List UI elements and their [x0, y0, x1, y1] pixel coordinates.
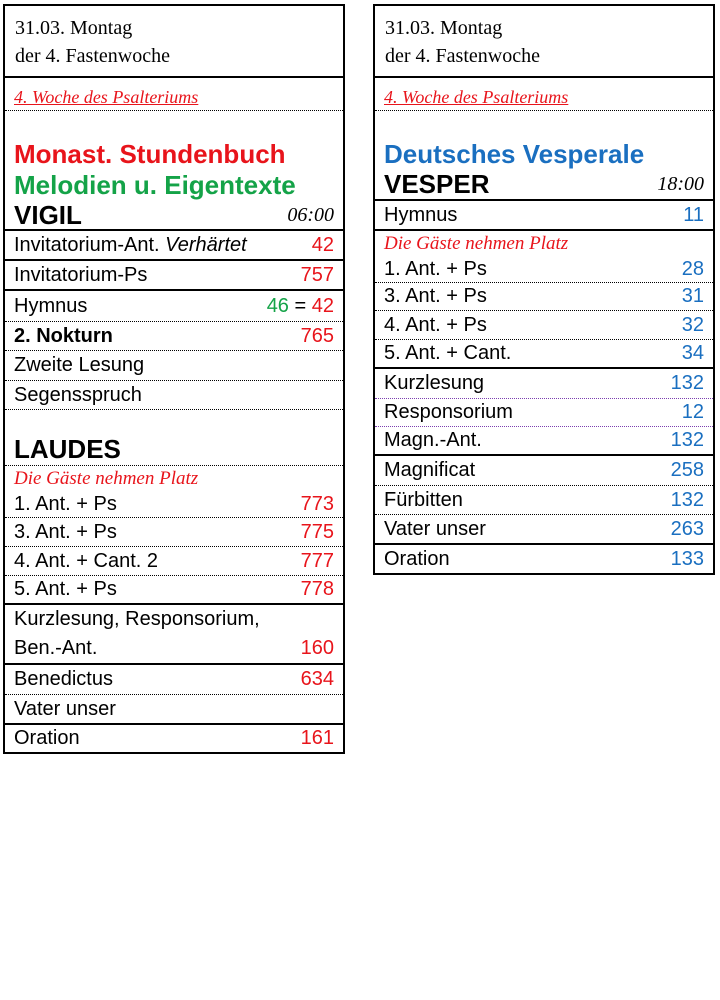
page-number-alt: 46 [266, 294, 289, 317]
list-item [375, 311, 713, 340]
list-item [375, 427, 713, 456]
item-label: 5. Ant. + Cant. [384, 342, 512, 364]
list-item [5, 351, 343, 381]
item-label: Vater unser [14, 697, 116, 720]
list-item [5, 231, 343, 261]
list-item [375, 545, 713, 575]
item-label: 5. Ant. + Ps [14, 578, 117, 600]
list-item [5, 381, 343, 410]
page-number: 263 [670, 517, 704, 540]
page-number: 11 [683, 203, 704, 226]
item-label: Magn.-Ant. [384, 429, 482, 451]
book-subtitle-label: Melodien u. Eigentexte [14, 169, 296, 200]
item-label: Oration [384, 547, 450, 570]
list-item [5, 291, 343, 322]
right-column [373, 4, 715, 575]
date-box [5, 4, 343, 78]
item-label: Invitatorium-Ps [14, 263, 148, 286]
list-item [5, 492, 343, 518]
week-line: der 4. Fastenwoche [385, 45, 540, 67]
item-label: 4. Ant. + Cant. 2 [14, 549, 158, 572]
item-label: 3. Ant. + Ps [384, 285, 487, 307]
list-item [5, 322, 343, 351]
item-label: Magnificat [384, 459, 476, 481]
list-item [375, 283, 713, 311]
vigil-heading [5, 201, 343, 231]
page-number: 160 [300, 637, 334, 659]
item-label: 1. Ant. + Ps [384, 258, 487, 280]
week-line: der 4. Fastenwoche [15, 45, 170, 67]
item-label: Hymnus [384, 203, 458, 226]
list-item [375, 369, 713, 399]
list-item [5, 725, 343, 754]
guests-note-label: Die Gäste nehmen Platz [384, 233, 569, 254]
page-number: 132 [670, 429, 704, 451]
page-number: 634 [300, 668, 334, 690]
item-label: Segensspruch [14, 383, 142, 406]
page-number: 12 [681, 401, 704, 423]
item-label-line: Kurzlesung, Responsorium, [14, 608, 260, 630]
item-label: Fürbitten [384, 488, 463, 511]
item-label: 2. Nokturn [14, 324, 113, 347]
item-label: Zweite Lesung [14, 354, 145, 376]
vesper-heading [375, 169, 713, 201]
list-item [375, 340, 713, 369]
list-item [375, 399, 713, 427]
list-item [5, 605, 343, 665]
list-item [5, 665, 343, 695]
item-note: Verhärtet [165, 233, 247, 256]
page-number: 161 [300, 727, 334, 749]
psalter-week [5, 78, 343, 111]
list-item [5, 576, 343, 605]
date-box [375, 4, 713, 78]
list-item [375, 486, 713, 515]
list-item [5, 518, 343, 547]
guests-note [5, 466, 343, 492]
page-number: 28 [681, 258, 704, 280]
item-label: Oration [14, 727, 80, 749]
page-number: 133 [670, 547, 704, 570]
laudes-label: LAUDES [14, 434, 121, 464]
date-line: 31.03. Montag [385, 17, 503, 39]
list-item [5, 261, 343, 291]
page-number: 42 [311, 233, 334, 256]
page-number: 31 [681, 285, 704, 307]
page-number: 34 [681, 342, 704, 364]
list-item [375, 257, 713, 283]
page-number: 773 [300, 493, 334, 515]
item-label: Benedictus [14, 668, 113, 690]
vigil-label: VIGIL [14, 199, 82, 230]
page-number: 132 [670, 488, 704, 511]
page-number: 765 [300, 324, 334, 347]
item-label: Kurzlesung [384, 372, 485, 394]
page-number: 778 [300, 578, 334, 600]
list-item [375, 456, 713, 486]
list-item [375, 201, 713, 231]
laudes-heading [5, 434, 343, 466]
page-number: 32 [681, 313, 704, 336]
psalter-week [375, 78, 713, 111]
item-label: Ben.-Ant. [14, 637, 98, 659]
item-label: 1. Ant. + Ps [14, 493, 117, 515]
psalter-week-label: 4. Woche des Psalteriums [14, 86, 199, 107]
item-label: Hymnus [14, 294, 88, 317]
list-item [375, 515, 713, 545]
page-number: 132 [670, 372, 704, 394]
item-label: 3. Ant. + Ps [14, 520, 117, 543]
guests-note-label: Die Gäste nehmen Platz [14, 468, 199, 489]
item-label: 4. Ant. + Ps [384, 313, 487, 336]
list-item [5, 547, 343, 576]
vesper-label: VESPER [384, 168, 490, 199]
book-title [5, 139, 343, 169]
item-label: Invitatorium-Ant. [14, 233, 160, 256]
item-label: Vater unser [384, 517, 486, 540]
vesper-time: 18:00 [657, 172, 704, 195]
book-title-label: Monast. Stundenbuch [14, 138, 286, 169]
book-title [375, 139, 713, 169]
page-number: 42 [311, 294, 334, 317]
page-number: 777 [300, 549, 334, 572]
page-number: 775 [300, 520, 334, 543]
psalter-week-label: 4. Woche des Psalteriums [384, 86, 569, 107]
list-item [5, 695, 343, 725]
vigil-time: 06:00 [287, 203, 334, 226]
page-number: 258 [670, 459, 704, 481]
left-column [3, 4, 345, 754]
date-line: 31.03. Montag [15, 17, 133, 39]
equals-sign: = [294, 294, 307, 317]
guests-note [375, 231, 713, 257]
item-label: Responsorium [384, 401, 513, 423]
page-number: 757 [300, 263, 334, 286]
book-title-label: Deutsches Vesperale [384, 138, 645, 169]
book-subtitle [5, 169, 343, 201]
